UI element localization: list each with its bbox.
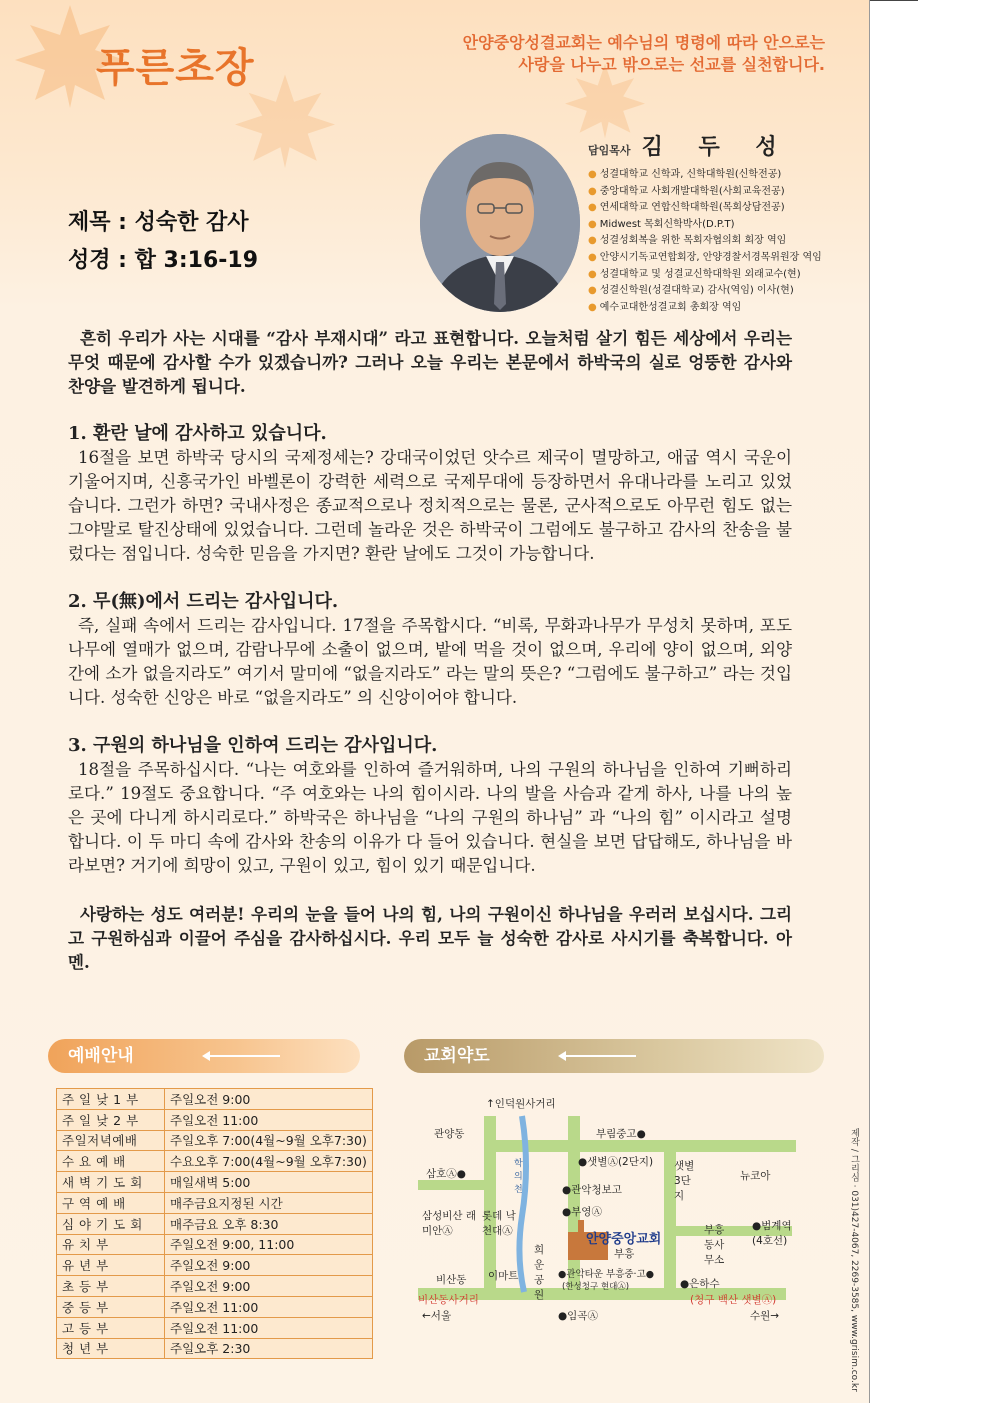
map-label: 비산동사거리: [418, 1294, 479, 1306]
bullet-icon: ●: [588, 235, 597, 247]
map-label: 부림중고●: [596, 1128, 646, 1140]
worship-service-name: 수 요 예 배: [57, 1151, 165, 1172]
map-label: 삼성비산 래미안Ⓐ: [422, 1210, 477, 1237]
map-label: (한성청구 현대Ⓐ): [562, 1282, 630, 1292]
map-label: 부흥 동사 무소: [704, 1224, 725, 1266]
bullet-icon: ●: [588, 185, 597, 197]
worship-service-time: 매주금요지정된 시간: [165, 1192, 373, 1213]
worship-row: [57, 1338, 373, 1359]
pastor-info: [588, 130, 858, 316]
bulletin-brand-title: 푸른초장: [96, 45, 255, 91]
worship-service-name: 새 벽 기 도 회: [57, 1172, 165, 1193]
map-label: 비산동: [436, 1274, 467, 1286]
worship-service-name: 주일저녁예배: [57, 1130, 165, 1151]
point-text: 18절을 주목하십시다. “나는 여호와를 인하여 즐거워하며, 나의 구원의 하나님을 인하여 기뻐하리로다.” 19절도 중요합니다. “주 여호와는 나의 힘이시라. 나의 발을 사슴과 같게 하사, 나를 나의 높은 곳에 다니게 하시리로다.” 하박국은 하나님을 “나의 구원의 하나님” 과 “나의 힘” 이시라고 설명합니다. 이 두 마디 속에 감사와 찬송의 이유가 다 들어 있습니다. 현실을 보면 답답해도, 하나님을 바라보면? 거기에 희망이 있고, 구원이 있고, 힘이 있기 때문입니다.: [68, 760, 792, 875]
worship-row: [57, 1234, 373, 1255]
credential-item: ● Midwest 목회신학박사(D.P.T): [588, 218, 735, 230]
worship-service-time: 매주금요 오후 8:30: [165, 1213, 373, 1234]
sermon-scripture: 성경 : 합 3:16-19: [68, 248, 258, 273]
church-map-header: 교회약도: [404, 1039, 824, 1073]
map-label: ●관악타운 부흥중·고●: [558, 1269, 655, 1280]
worship-service-name: 청 년 부: [57, 1338, 165, 1359]
worship-row: [57, 1192, 373, 1213]
credential-item: ● 성결대학교 신학과, 신학대학원(신학전공): [588, 169, 782, 180]
map-label: ●샛별Ⓐ(2단지): [578, 1156, 654, 1168]
worship-row: [57, 1151, 373, 1172]
church-location-label: 안양중앙교회: [586, 1232, 662, 1247]
church-location-map: [418, 1096, 804, 1328]
pastor-credentials: [588, 167, 858, 316]
worship-service-name: 고 등 부: [57, 1317, 165, 1338]
worship-row: [57, 1089, 373, 1110]
map-label: 관양동: [434, 1128, 465, 1140]
church-motto: [463, 32, 825, 76]
worship-service-time: 주일오전 9:00: [165, 1255, 373, 1276]
map-label: ●은하수: [680, 1278, 720, 1290]
worship-service-time: 주일오전 11:00: [165, 1296, 373, 1317]
worship-row: [57, 1255, 373, 1276]
worship-service-time: 주일오전 11:00: [165, 1317, 373, 1338]
map-label: 희운 공원: [534, 1244, 545, 1301]
worship-row: [57, 1130, 373, 1151]
sermon-title: 제목 : 성숙한 감사: [68, 210, 249, 235]
worship-service-time: 주일오전 9:00: [165, 1276, 373, 1297]
worship-service-time: 주일오전 9:00: [165, 1089, 373, 1110]
worship-service-time: 주일오후 2:30: [165, 1338, 373, 1359]
worship-row: [57, 1172, 373, 1193]
worship-row: [57, 1213, 373, 1234]
worship-service-name: 초 등 부: [57, 1276, 165, 1297]
worship-service-name: 중 등 부: [57, 1296, 165, 1317]
motto-line: 안양중앙성결교회는 예수님의 명령에 따라 안으로는: [462, 33, 825, 52]
map-label: ●부영Ⓐ: [562, 1206, 602, 1218]
sermon-point: [68, 734, 792, 878]
worship-row: [57, 1276, 373, 1297]
worship-row: [57, 1296, 373, 1317]
publisher-credit: 제작 / 그리심 · 031)427-4067, 2269-3585, www.grisim.co.kr: [849, 1128, 859, 1392]
arrow-left-icon: [208, 1055, 280, 1057]
credential-item: ● 연세대학교 연합신학대학원(목회상담전공): [588, 202, 785, 214]
point-heading: 3. 구원의 하나님을 인하여 드리는 감사입니다.: [68, 735, 438, 756]
bullet-icon: ●: [588, 202, 597, 214]
credential-item: ● 중앙대학교 사회개발대학원(사회교육전공): [588, 185, 785, 197]
point-text: 즉, 실패 속에서 드리는 감사입니다. 17절을 주목합시다. “비록, 무화과나무가 무성치 못하며, 포도나무에 열매가 없으며, 감람나무에 소출이 없으며, 밭에 먹을 것이 없으며, 우리에 양이 없으며, 외양간에 소가 없을지라도” 여기서 말미에 “없을지라도” 라는 말의 뜻은? “그럼에도 불구하고” 라는 것입니다. 성숙한 신앙은 바로 “없을지라도” 의 신앙이어야 합니다.: [68, 616, 792, 707]
worship-service-name: 유 치 부: [57, 1234, 165, 1255]
map-label: 학의천: [514, 1159, 523, 1195]
bullet-icon: ●: [588, 285, 597, 297]
sermon-point: [68, 590, 792, 710]
worship-service-time: 주일오전 11:00: [165, 1109, 373, 1130]
pastor-name: 김 두 성: [641, 135, 791, 160]
point-heading: 2. 무(無)에서 드리는 감사입니다.: [68, 591, 339, 612]
worship-service-time: 매일새벽 5:00: [165, 1172, 373, 1193]
worship-row: [57, 1317, 373, 1338]
map-label: 수원→: [750, 1310, 780, 1322]
worship-service-name: 유 년 부: [57, 1255, 165, 1276]
credential-item: ● 안양시기독교연합회장, 안양경찰서경목위원장 역임: [588, 251, 822, 263]
map-label: 롯데 낙천대Ⓐ: [482, 1210, 516, 1237]
sermon-title-block: [68, 204, 258, 280]
worship-service-time: 주일오전 9:00, 11:00: [165, 1234, 373, 1255]
worship-service-name: 주 일 낮 1 부: [57, 1089, 165, 1110]
bullet-icon: ●: [588, 251, 597, 263]
pastor-role: 담임목사: [588, 144, 631, 157]
worship-schedule-table: [56, 1088, 373, 1359]
sermon-body: [68, 326, 792, 998]
bullet-icon: ●: [588, 169, 597, 180]
map-label: ●관악청보고: [562, 1184, 622, 1196]
bullet-icon: ●: [588, 268, 597, 280]
credential-item: ● 성결대학교 및 성결교신학대학원 외래교수(현): [588, 268, 801, 280]
map-label: 샛별 3단지: [674, 1160, 695, 1202]
pastor-photo: [420, 134, 580, 312]
worship-guide-header: 예배안내: [48, 1039, 360, 1073]
sermon-point: [68, 422, 792, 566]
bullet-icon: ●: [588, 218, 597, 230]
map-label: 삼호Ⓐ●: [426, 1168, 466, 1180]
credential-item: ● 예수교대한성결교회 총회장 역임: [588, 301, 742, 313]
point-text: 16절을 보면 하박국 당시의 국제정세는? 강대국이었던 앗수르 제국이 멸망하고, 애굽 역시 국운이 기울어지며, 신흥국가인 바벨론이 강력한 세력으로 국제무대에 등장하면서 유대나라를 노리고 있었습니다. 그런가 하면? 국내사정은 종교적으로나 정치적으로는 물론, 군사적으로도 아무런 힘도 없는 그야말로 탈진상태에 있었습니다. 그런데 놀라운 것은 하박국이 그럼에도 불구하고 감사의 찬송을 불렀다는 점입니다. 성숙한 믿음을 가지면? 환란 날에도 그것이 가능합니다.: [68, 448, 792, 563]
map-label: 뉴코아: [740, 1170, 771, 1182]
map-label: ●임곡Ⓐ: [558, 1310, 598, 1322]
worship-service-name: 심 야 기 도 회: [57, 1213, 165, 1234]
map-label: 부흥: [614, 1248, 635, 1260]
worship-service-name: 구 역 예 배: [57, 1192, 165, 1213]
worship-service-time: 수요오후 7:00(4월~9월 오후7:30): [165, 1151, 373, 1172]
sermon-intro: 흔히 우리가 사는 시대를 “감사 부재시대” 라고 표현합니다. 오늘처럼 살기 힘든 세상에서 우리는 무엇 때문에 감사할 수가 있겠습니까? 그러나 오늘 우리는 본문에서 하박국의 실로 엉뚱한 감사와 찬양을 발견하게 됩니다.: [68, 328, 792, 396]
point-heading: 1. 환란 날에 감사하고 있습니다.: [68, 423, 327, 444]
motto-line: 사랑을 나누고 밖으로는 선교를 실천합니다.: [518, 55, 825, 74]
map-label: ←서울: [422, 1310, 452, 1322]
map-label: (청구 백산 샛별Ⓐ): [690, 1294, 777, 1306]
credential-item: ● 성결신학원(성결대학교) 감사(역임) 이사(현): [588, 285, 794, 297]
map-label: 이마트: [488, 1270, 519, 1282]
credential-item: ● 성결성회복을 위한 목회자협의회 회장 역임: [588, 235, 787, 247]
worship-row: [57, 1109, 373, 1130]
corner-rule: [870, 0, 918, 1]
map-label: ●범계역 (4호선): [752, 1220, 792, 1247]
worship-service-time: 주일오후 7:00(4월~9월 오후7:30): [165, 1130, 373, 1151]
map-label: ↑인덕원사거리: [486, 1098, 556, 1110]
arrow-left-icon: [564, 1055, 636, 1057]
sermon-closing: 사랑하는 성도 여러분! 우리의 눈을 들어 나의 힘, 나의 구원이신 하나님을 우러러 보십시다. 그리고 구원하심과 이끌어 주심을 감사하십시다. 우리 모두 늘 성숙한 감사로 사시기를 축복합니다. 아멘.: [68, 904, 792, 972]
bullet-icon: ●: [588, 301, 597, 313]
worship-service-name: 주 일 낮 2 부: [57, 1109, 165, 1130]
